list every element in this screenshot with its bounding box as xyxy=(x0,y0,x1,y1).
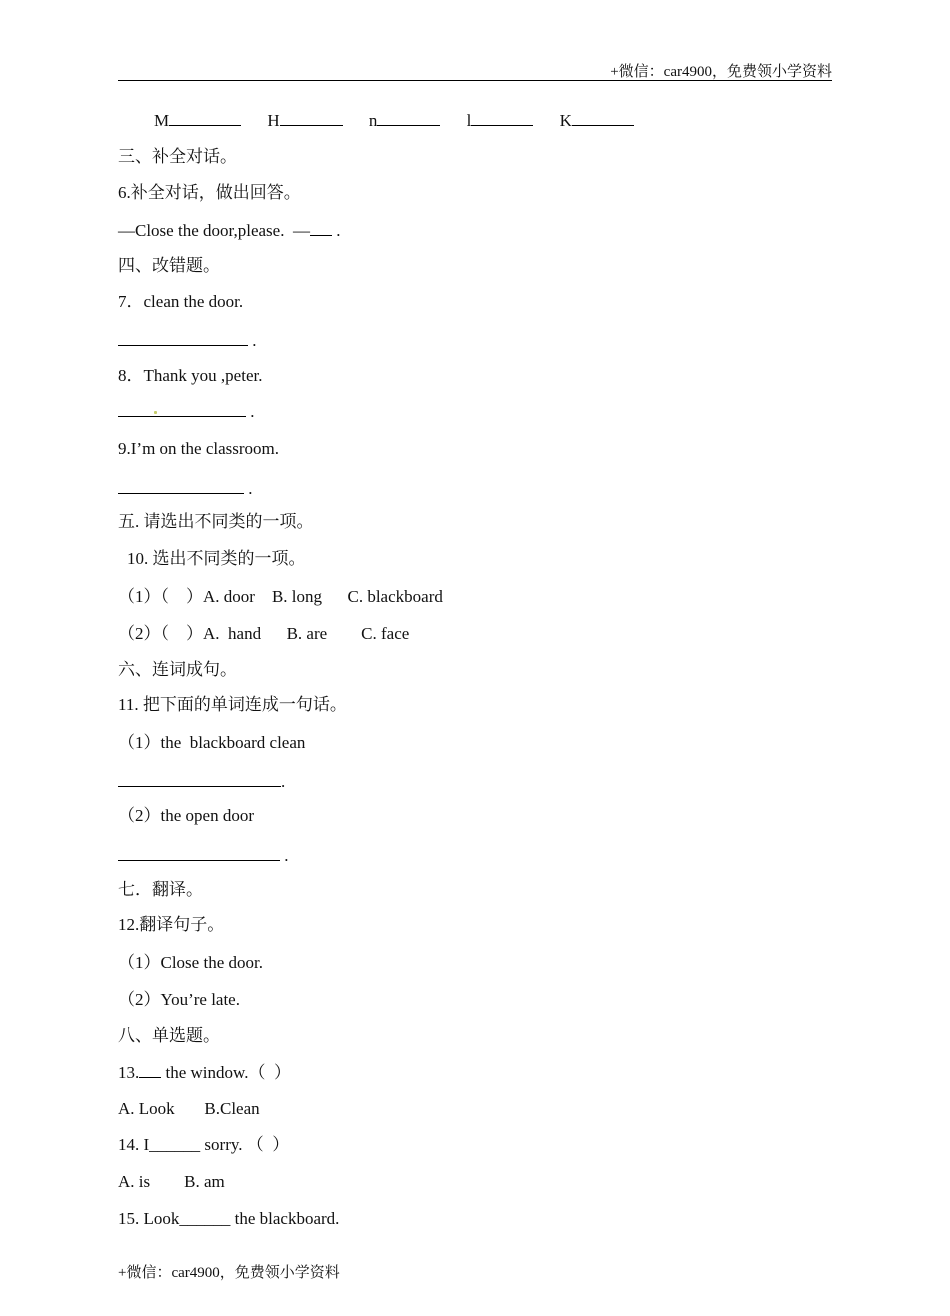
letter-blank-h[interactable]: H xyxy=(267,110,342,131)
question-12-item-2: （2）You’re late. xyxy=(118,990,240,1009)
question-12-item-1: （1）Close the door. xyxy=(118,953,263,972)
question-10-item-1: （1）（ ）A. door B. long C. blackboard xyxy=(118,587,443,606)
question-11-item-2: （2）the open door xyxy=(118,806,254,825)
question-14: 14. I______ sorry. （ ） xyxy=(118,1135,290,1154)
question-8: 8．Thank you ,peter. xyxy=(118,366,263,385)
answer-blank[interactable] xyxy=(139,1062,161,1078)
question-7: 7．clean the door. xyxy=(118,292,244,311)
letter-blank-k[interactable]: K xyxy=(560,110,634,131)
section-8-title: 八、单选题。 xyxy=(118,1026,220,1045)
question-12: 12.翻译句子。 xyxy=(118,915,225,934)
answer-line-8[interactable]: . xyxy=(118,401,255,422)
question-11: 11. 把下面的单词连成一句话。 xyxy=(118,695,347,714)
letter-blank-m[interactable]: M xyxy=(154,110,241,131)
page-header xyxy=(118,58,832,81)
letter-blank-n[interactable]: n xyxy=(369,110,441,131)
question-13-options: A. Look B.Clean xyxy=(118,1099,260,1118)
question-15: 15. Look______ the blackboard. xyxy=(118,1209,340,1228)
question-6: 6.补全对话，做出回答。 xyxy=(118,183,301,202)
section-5-title: 五. 请选出不同类的一项。 xyxy=(118,512,314,531)
question-13: 13. the window.（ ） xyxy=(118,1063,291,1082)
question-10-item-2: （2）（ ）A. hand B. are C. face xyxy=(118,624,410,643)
question-10: 10. 选出不同类的一项。 xyxy=(127,549,306,568)
section-4-title: 四、改错题。 xyxy=(118,256,220,275)
letter-blank-l[interactable]: l xyxy=(467,110,534,131)
stray-mark xyxy=(154,411,157,414)
section-3-title: 三、补全对话。 xyxy=(118,147,237,166)
answer-line-7[interactable]: . xyxy=(118,330,257,351)
letter-writing-row xyxy=(154,110,656,131)
answer-line-9[interactable]: . xyxy=(118,478,253,499)
question-6-dialogue: —Close the door,please. — . xyxy=(118,221,341,240)
section-7-title: 七．翻译。 xyxy=(118,880,203,899)
answer-line-11-2[interactable]: . xyxy=(118,845,289,866)
answer-blank[interactable] xyxy=(310,220,332,236)
page-footer: +微信：car4900，免费领小学资料 xyxy=(118,1265,340,1281)
section-6-title: 六、连词成句。 xyxy=(118,660,237,679)
header-text: +微信：car4900，免费领小学资料 xyxy=(610,64,832,80)
question-11-item-1: （1）the blackboard clean xyxy=(118,733,306,752)
question-14-options: A. is B. am xyxy=(118,1172,225,1191)
answer-line-11-1[interactable]: . xyxy=(118,771,285,792)
question-9: 9.I’m on the classroom. xyxy=(118,439,279,458)
